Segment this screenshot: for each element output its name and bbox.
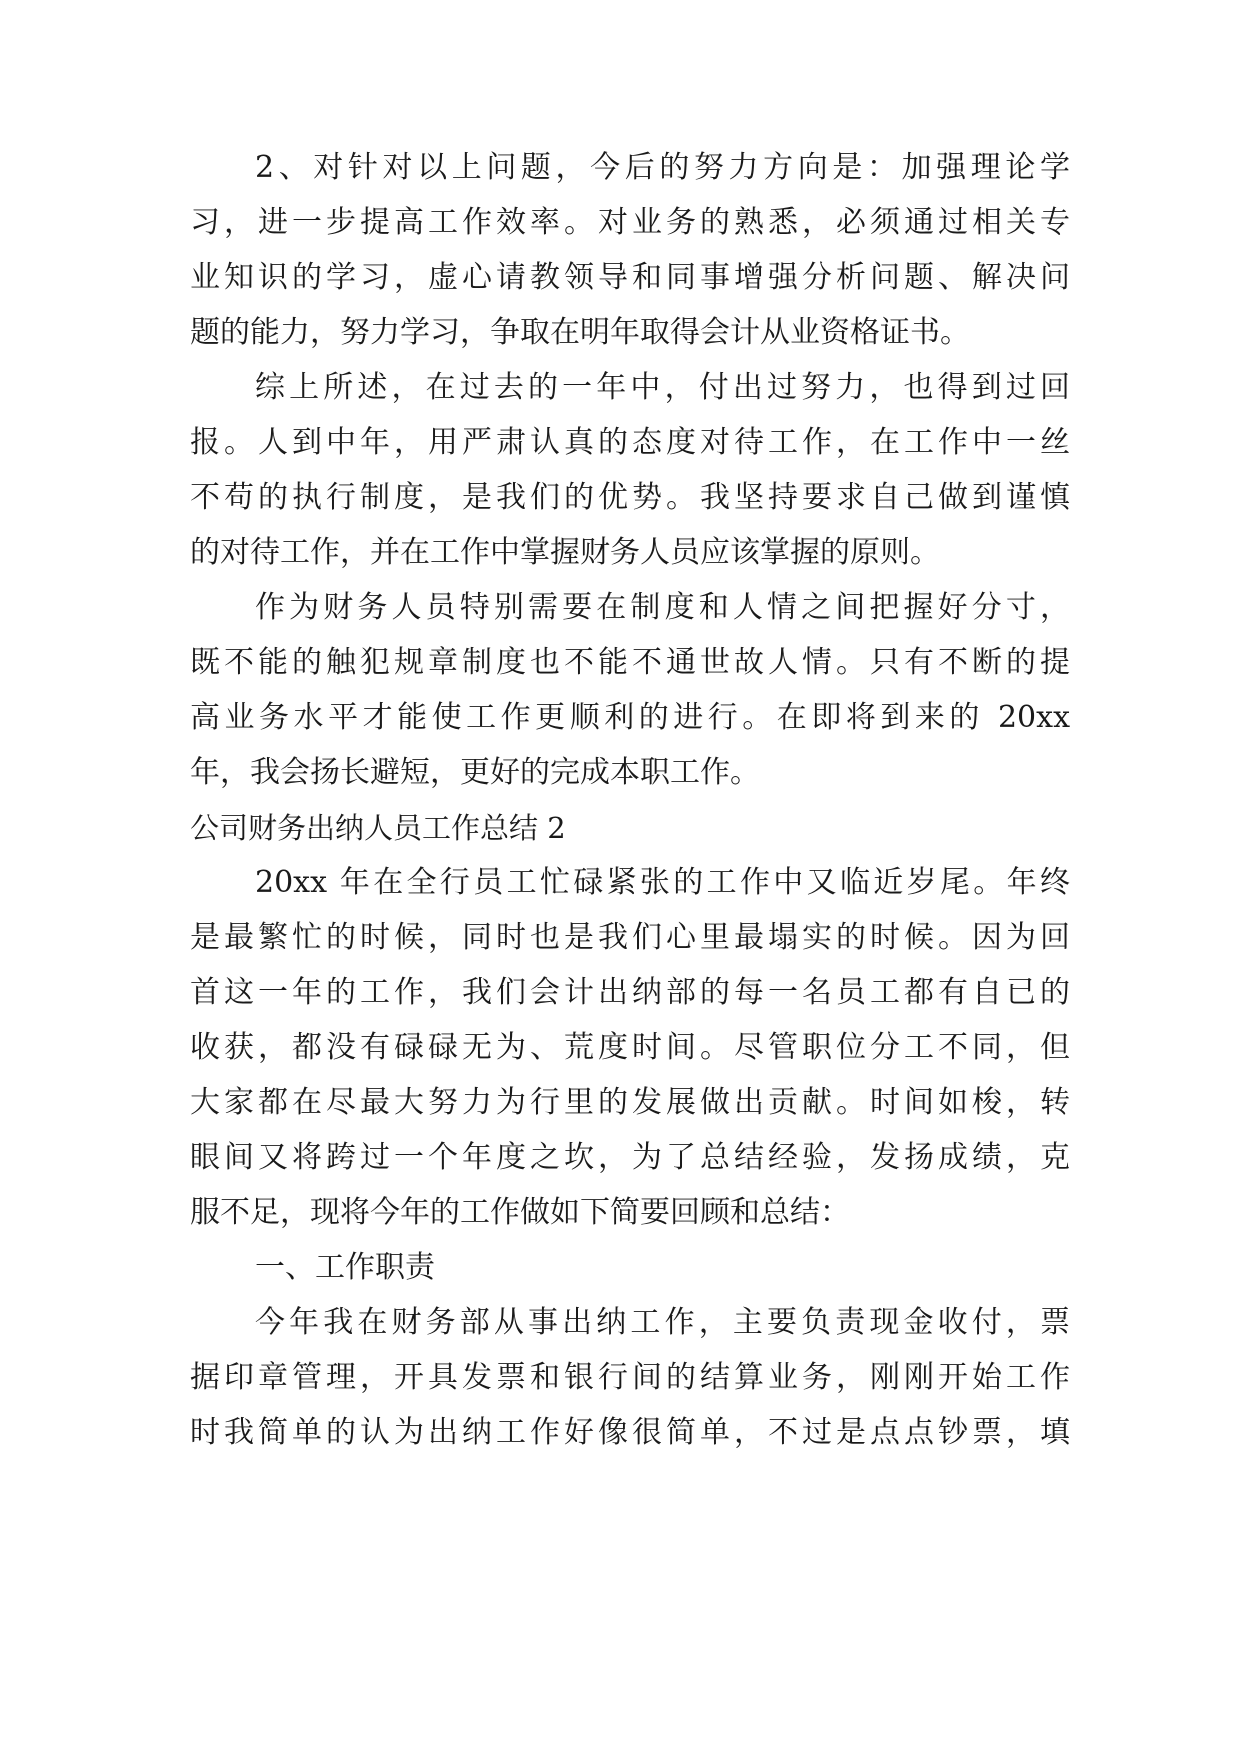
paragraph-line: 首这一年的工作，我们会计出纳部的每一名员工都有自已的 bbox=[190, 975, 1070, 1010]
paragraph-line: 今年我在财务部从事出纳工作，主要负责现金收付，票 bbox=[255, 1305, 1070, 1340]
paragraph-line: 大家都在尽最大努力为行里的发展做出贡献。时间如梭，转 bbox=[190, 1085, 1070, 1120]
paragraph-line: 习，进一步提高工作效率。对业务的熟悉，必须通过相关专 bbox=[190, 205, 1070, 240]
paragraph-line: 报。人到中年，用严肃认真的态度对待工作，在工作中一丝 bbox=[190, 425, 1070, 460]
paragraph-line: 服不足，现将今年的工作做如下简要回顾和总结： bbox=[190, 1195, 850, 1230]
paragraph-line: 眼间又将跨过一个年度之坎，为了总结经验，发扬成绩，克 bbox=[190, 1140, 1070, 1175]
section-title: 公司财务出纳人员工作总结 2 bbox=[190, 811, 566, 845]
paragraph-line: 收获，都没有碌碌无为、荒度时间。尽管职位分工不同，但 bbox=[190, 1030, 1070, 1065]
paragraph-line: 不苟的执行制度，是我们的优势。我坚持要求自己做到谨慎 bbox=[190, 480, 1070, 515]
paragraph-line: 是最繁忙的时候，同时也是我们心里最塌实的时候。因为回 bbox=[190, 920, 1070, 955]
subheading: 一、工作职责 bbox=[255, 1250, 435, 1285]
paragraph-line: 作为财务人员特别需要在制度和人情之间把握好分寸， bbox=[255, 590, 1070, 625]
paragraph-line: 业知识的学习，虚心请教领导和同事增强分析问题、解决问 bbox=[190, 260, 1070, 295]
paragraph-line: 20xx 年在全行员工忙碌紧张的工作中又临近岁尾。年终 bbox=[255, 865, 1070, 900]
paragraph-line: 综上所述，在过去的一年中，付出过努力，也得到过回 bbox=[255, 370, 1070, 405]
paragraph-line: 的对待工作，并在工作中掌握财务人员应该掌握的原则。 bbox=[190, 535, 940, 570]
paragraph-line: 高业务水平才能使工作更顺利的进行。在即将到来的 20xx bbox=[190, 700, 1070, 735]
paragraph-line: 既不能的触犯规章制度也不能不通世故人情。只有不断的提 bbox=[190, 645, 1070, 680]
paragraph-line: 据印章管理，开具发票和银行间的结算业务，刚刚开始工作 bbox=[190, 1360, 1070, 1395]
paragraph-line: 时我简单的认为出纳工作好像很简单，不过是点点钞票，填 bbox=[190, 1415, 1070, 1450]
paragraph-line: 题的能力，努力学习，争取在明年取得会计从业资格证书。 bbox=[190, 315, 970, 350]
paragraph-line: 年，我会扬长避短，更好的完成本职工作。 bbox=[190, 755, 760, 790]
paragraph-line: 2、对针对以上问题，今后的努力方向是：加强理论学 bbox=[255, 150, 1070, 185]
